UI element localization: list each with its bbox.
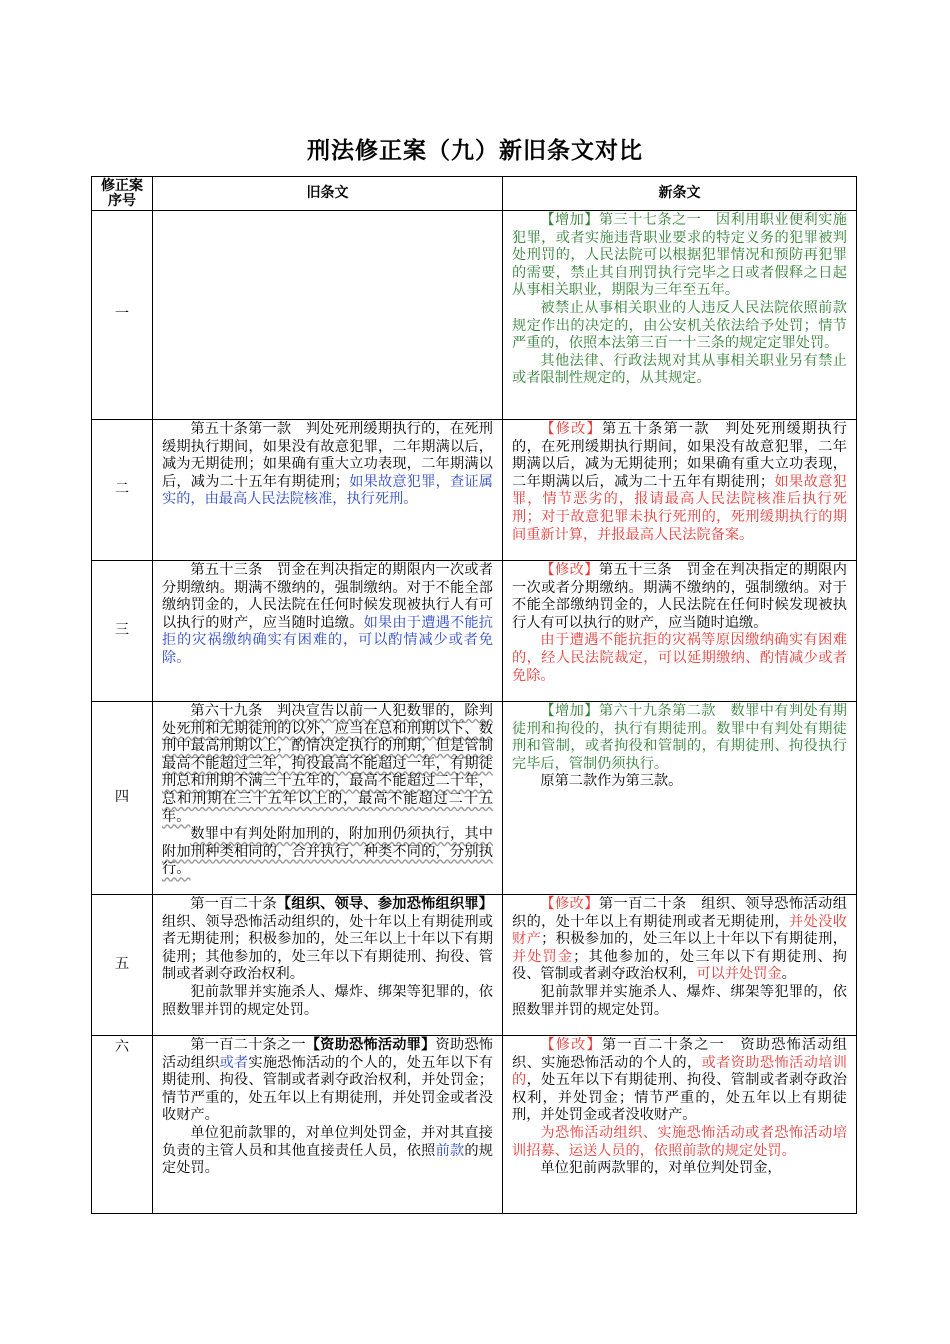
new-para: 被禁止从事相关职业的人违反人民法院依照前款规定作出的决定的，由公安机关依法给予处罚；情节严重的，依照本法第三百一十三条的规定定罪处罚。 xyxy=(512,299,847,352)
header-seq: 修正案序号 xyxy=(92,177,153,211)
old-cell: 第五十三条 罚金在判决指定的期限内一次或者分期缴纳。期满不缴纳的，强制缴纳。对于不能全部缴纳罚金的，人民法院在任何时候发现被执行人有可以执行的财产，应当随时追缴。如果由于遭遇不能抗拒的灾祸缴纳确实有困难的，可以酌情减少或者免除。 xyxy=(153,561,503,702)
new-highlight: 由于遭遇不能抗拒的灾祸等原因缴纳确实有困难的，经人民法院裁定，可以延期缴纳、酌情减少或者免除。 xyxy=(512,632,847,684)
table-header-row xyxy=(92,177,857,211)
table-row xyxy=(92,211,857,420)
row-seq: 三 xyxy=(92,561,153,702)
row-seq: 二 xyxy=(92,420,153,561)
new-cell: 【修改】第五十三条 罚金在判决指定的期限内一次或者分期缴纳。期满不缴纳的，强制缴纳。对于不能全部缴纳罚金的，人民法院在任何时候发现被执行人有可以执行的财产，应当随时追缴。 由于遭遇不能抗拒的灾祸等原因缴纳确实有困难的，经人民法院裁定，可以延期缴纳、酌情减少或者免除。 xyxy=(503,561,857,702)
old-highlight: 如果由于遭遇不能抗拒的灾祸缴纳确实有困难的，可以酌情减少或者免除。 xyxy=(162,614,493,666)
new-cell: 【修改】第五十条第一款 判处死刑缓期执行的，在死刑缓期执行期间，如果没有故意犯罪，二年期满以后，减为无期徒刑；如果确有重大立功表现，二年期满以后，减为二十五年有期徒刑；如果故意犯罪，情节恶劣的，报请最高人民法院核准后执行死刑；对于故意犯罪未执行死刑的，死刑缓期执行的期间重新计算，并报最高人民法院备案。 xyxy=(503,420,857,561)
page-title: 刑法修正案（九）新旧条文对比 xyxy=(307,138,643,164)
crime-name: 【组织、领导、参加恐怖组织罪】 xyxy=(276,896,493,912)
crime-name: 【资助恐怖活动罪】 xyxy=(305,1037,436,1053)
old-cell: 第一百二十条之一【资助恐怖活动罪】资助恐怖活动组织或者实施恐怖活动的个人的，处五年以下有期徒刑、拘役、管制或者剥夺政治权利，并处罚金；情节严重的，处五年以上有期徒刑，并处罚金或者没收财产。 单位犯前款罪的，对单位判处罚金，并对其直接负责的主管人员和其他直接责任人员，依照前款的规定处罚。 xyxy=(153,1036,503,1214)
new-cell: 【增加】第六十九条第二款 数罪中有判处有期徒刑和拘役的，执行有期徒刑。数罪中有判处有期徒刑和管制，或者拘役和管制的，有期徒刑、拘役执行完毕后，管制仍须执行。 原第二款作为第三款。 xyxy=(503,702,857,895)
row-seq: 六 xyxy=(92,1036,153,1214)
new-cell: 【修改】第一百二十条 组织、领导恐怖活动组织的，处十年以上有期徒刑或者无期徒刑，并处没收财产；积极参加的，处三年以上十年以下有期徒刑，并处罚金；其他参加的，处三年以下有期徒刑、拘役、管制或者剥夺政治权利，可以并处罚金。 犯前款罪并实施杀人、爆炸、绑架等犯罪的，依照数罪并罚的规定处罚。 xyxy=(503,895,857,1036)
table-row xyxy=(92,420,857,561)
tag-modified: 【修改】 xyxy=(540,562,599,578)
old-cell xyxy=(153,211,503,420)
row-seq: 四 xyxy=(92,702,153,895)
table-row xyxy=(92,895,857,1036)
header-old: 旧条文 xyxy=(153,177,503,211)
comparison-table xyxy=(91,176,857,1214)
old-highlight: 如果故意犯罪，查证属实的，由最高人民法院核准，执行死刑。 xyxy=(162,473,493,508)
new-para: 【增加】第三十七条之一 因利用职业便利实施犯罪，或者实施违背职业要求的特定义务的犯罪被判处刑罚的，人民法院可以根据犯罪情况和预防再犯罪的需要，禁止其自刑罚执行完毕之日或者假释之日起从事相关职业，期限为三年至五年。 xyxy=(512,212,847,299)
table-row xyxy=(92,1036,857,1214)
new-cell xyxy=(503,211,857,420)
header-new: 新条文 xyxy=(503,177,857,211)
tag-modified: 【修改】 xyxy=(540,1037,602,1053)
tag-modified: 【修改】 xyxy=(540,421,602,437)
table-row xyxy=(92,702,857,895)
tag-added: 【增加】 xyxy=(540,703,599,719)
row-seq: 五 xyxy=(92,895,153,1036)
row-seq: 一 xyxy=(92,211,153,420)
old-cell: 第一百二十条【组织、领导、参加恐怖组织罪】组织、领导恐怖活动组织的，处十年以上有期徒刑或者无期徒刑；积极参加的，处三年以上十年以下有期徒刑；其他参加的，处三年以下有期徒刑、拘役、管制或者剥夺政治权利。 犯前款罪并实施杀人、爆炸、绑架等犯罪的，依照数罪并罚的规定处罚。 xyxy=(153,895,503,1036)
new-para: 其他法律、行政法规对其从事相关职业另有禁止或者限制性规定的，从其规定。 xyxy=(512,352,847,387)
table-row xyxy=(92,561,857,702)
tag-added: 【增加】 xyxy=(540,212,599,228)
old-cell: 第五十条第一款 判处死刑缓期执行的，在死刑缓期执行期间，如果没有故意犯罪，二年期满以后，减为无期徒刑；如果确有重大立功表现，二年期满以后，减为二十五年有期徒刑；如果故意犯罪，查证属实的，由最高人民法院核准，执行死刑。 xyxy=(153,420,503,561)
new-cell: 【修改】第一百二十条之一 资助恐怖活动组织、实施恐怖活动的个人的，或者资助恐怖活动培训的，处五年以下有期徒刑、拘役、管制或者剥夺政治权利，并处罚金；情节严重的，处五年以上有期徒刑，并处罚金或者没收财产。 为恐怖活动组织、实施恐怖活动或者恐怖活动培训招募、运送人员的，依照前款的规定处罚。 单位犯前两款罪的，对单位判处罚金， xyxy=(503,1036,857,1214)
old-cell: 第六十九条 判决宣告以前一人犯数罪的，除判处死刑和无期徒刑的以外，应当在总和刑期以下、数刑中最高刑期以上，酌情决定执行的刑期，但是管制最高不能超过三年，拘役最高不能超过一年，有期徒刑总和刑期不满三十五年的，最高不能超过二十年，总和刑期在三十五年以上的，最高不能超过二十五年。 数罪中有判处附加刑的，附加刑仍须执行，其中附加刑种类相同的，合并执行，种类不同的，分别执行。 xyxy=(153,702,503,895)
tag-modified: 【修改】 xyxy=(540,896,599,912)
new-highlight: 如果故意犯罪，情节恶劣的，报请最高人民法院核准后执行死刑；对于故意犯罪未执行死刑的，死刑缓期执行的期间重新计算，并报最高人民法院备案。 xyxy=(512,473,847,543)
